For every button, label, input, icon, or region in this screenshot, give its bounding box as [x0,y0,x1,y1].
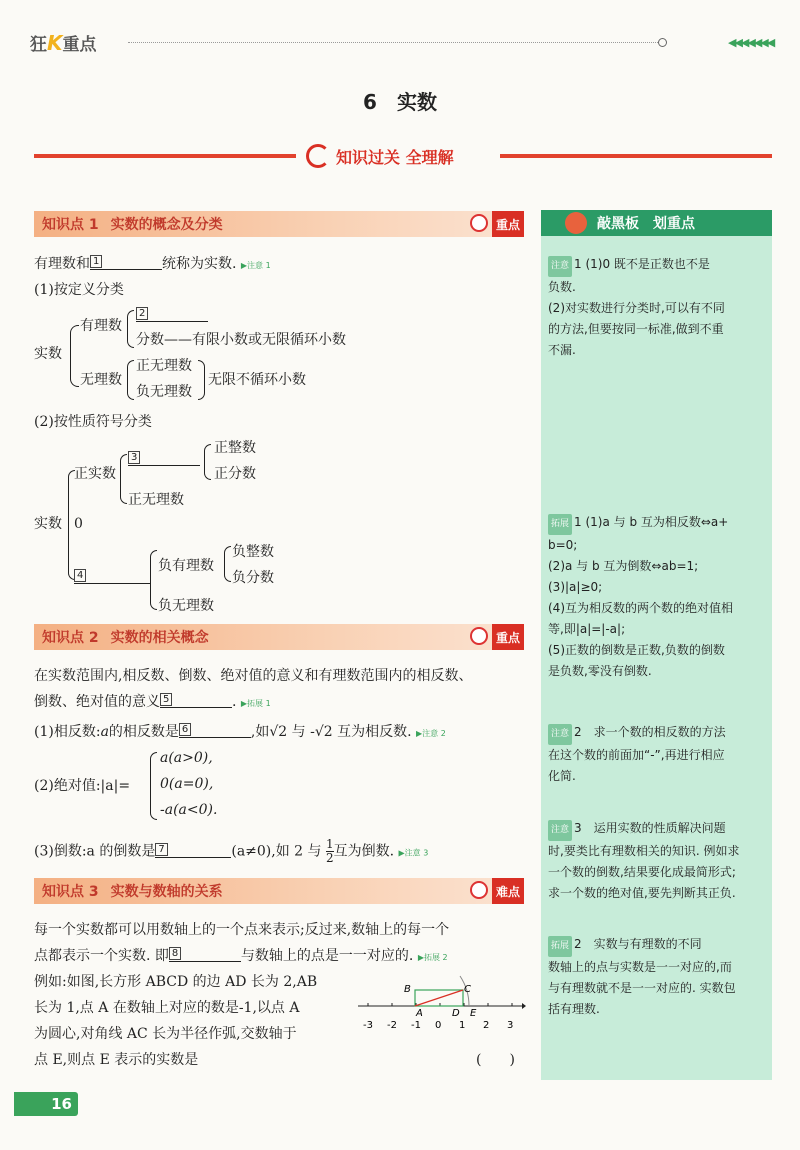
number-line-figure [356,972,526,1034]
sidebar-tag: 注意 [548,820,572,841]
axis-tick-label: 1 [459,1020,466,1031]
kp1-heading-2: (2)按性质符号分类 [34,414,152,430]
sidebar-line: (4)互为相反数的两个数的绝对值相 [548,601,733,615]
section-banner: 知识过关 全理解 [300,144,460,168]
tree1-rational: 有理数 [80,318,122,334]
sidebar-line: 化简. [548,769,576,783]
kp-tag: 重点 [492,211,524,237]
sidebar-tag: 注意 [548,724,572,745]
sidebar-line: 的方法,但要按同一标准,做到不重 [548,322,724,336]
tree1-neg-irrational: 负无理数 [136,384,192,400]
tree2-neg-rational: 负有理数 [158,558,214,574]
note-link[interactable]: ▶注意 3 [398,848,429,858]
kp-number: 知识点 1 [42,217,99,233]
kp3-para-1: 每一个实数都可以用数轴上的一个点来表示;反过来,数轴上的每一个 [34,922,450,938]
sidebar-line: (5)正数的倒数是正数,负数的倒数 [548,643,725,657]
brace [127,310,134,348]
fig-label-D: D [452,1008,460,1019]
example-line-4: 点 E,则点 E 表示的实数是 [34,1052,199,1068]
sidebar-line: (3)|a|≥0; [548,580,603,594]
sidebar-line: 不漏. [548,343,576,357]
sidebar-line: 数轴上的点与实数是一一对应的,而 [548,960,732,974]
knowledge-point-3-header: 知识点 3 实数与数轴的关系 难点 [34,878,524,904]
note-link[interactable]: ▶拓展 2 [417,953,448,962]
target-icon [470,627,488,645]
blank-1[interactable]: 1 [90,253,162,270]
brace [198,360,205,400]
header-arrows-icon: ◀◀◀◀◀◀◀ [728,36,774,49]
sidebar-tag: 拓展 [548,936,572,957]
abs-case-1: a(a>0), [160,750,213,766]
fig-label-C: C [464,984,471,995]
tree2-zero: 0 [74,516,83,532]
sidebar-tag: 拓展 [548,514,572,535]
sidebar-line: 等,即|a|=|-a|; [548,622,626,636]
sidebar-block-2 [548,512,768,682]
tree1-pos-irrational: 正无理数 [136,358,192,374]
sidebar-line: 时,要类比有理数相关的知识. 例如求 [548,844,740,858]
knowledge-point-2-header: 知识点 2 实数的相关概念 重点 [34,624,524,650]
tree1-nonrepeating: 无限不循环小数 [208,372,306,388]
kp2-para-1: 在实数范围内,相反数、倒数、绝对值的意义和有理数范围内的相反数、 [34,668,473,684]
sidebar-line: 在这个数的前面加“-”,再进行相应 [548,748,725,762]
tree2-neg-int: 负整数 [232,544,274,560]
sidebar-line: (2)对实数进行分类时,可以有不同 [548,301,725,315]
sidebar-block-3 [548,722,768,787]
logo: 狂K重点 [30,31,97,55]
brace [150,752,157,820]
axis-tick-label: -3 [363,1020,373,1031]
abs-case-3: -a(a<0). [160,802,218,818]
kp2-para-2: 倒数、绝对值的意义 5 . ▶拓展 1 [34,690,271,716]
note-link[interactable]: ▶注意 1 [240,261,271,270]
kp1-heading-1: (1)按定义分类 [34,282,124,298]
tree2-pos-frac: 正分数 [214,466,256,482]
sidebar-line: 与有理数就不是一一对应的. 实数包 [548,981,736,995]
sidebar-block-4 [548,818,768,904]
banner-line-right [500,154,772,158]
sidebar-tag: 注意 [548,256,572,277]
sidebar-line: 拓展 1 (1)a 与 b 互为相反数⇔a+ [548,512,768,535]
example-line-1: 例如:如图,长方形 ABCD 的边 AD 长为 2,AB [34,974,318,990]
axis-tick-label: -2 [387,1020,397,1031]
axis-tick-label: 0 [435,1020,442,1031]
page-title: 6 实数 [363,90,437,114]
tree1-blank-2[interactable]: 2 [136,304,208,328]
target-icon [470,881,488,899]
kp2-reciprocal: (3)倒数:a 的倒数是 7 (a≠0),如 2 与 $\frac{1}{2}$ 互为倒数. ▶注意 3 [34,837,429,865]
example-line-3: 为圆心,对角线 AC 长为半径作弧,交数轴于 [34,1026,297,1042]
fig-label-A: A [416,1008,423,1019]
fig-label-B: B [404,984,411,995]
sidebar-block-5 [548,934,768,1020]
sidebar-line: (2)a 与 b 互为倒数⇔ab=1; [548,559,699,573]
tree2-root: 实数 [34,516,62,532]
sidebar-line: b=0; [548,538,578,552]
note-link[interactable]: ▶注意 2 [416,729,446,738]
swirl-icon [306,144,330,168]
axis-tick-label: 3 [507,1020,514,1031]
target-icon [470,214,488,232]
sidebar-line: 括有理数. [548,1002,600,1016]
sidebar-line: 注意 2 求一个数的相反数的方法 [548,722,768,745]
sidebar-line: 求一个数的绝对值,要先判断其正负. [548,886,736,900]
kp1-line1: 有理数和 1 统称为实数. ▶注意 1 [34,252,271,278]
sidebar-line: 负数. [548,280,576,294]
tree2-blank-4[interactable]: 4 [74,566,150,590]
sidebar-line: 拓展 2 实数与有理数的不同 [548,934,768,957]
answer-paren[interactable]: ( ) [476,1052,515,1068]
banner-line-left [34,154,296,158]
tree2-neg-frac: 负分数 [232,570,274,586]
sidebar-line: 注意 3 运用实数的性质解决问题 [548,818,768,841]
tree2-pos-int: 正整数 [214,440,256,456]
abs-case-2: 0(a=0), [160,776,214,792]
sidebar-line: 注意 1 (1)0 既不是正数也不是 [548,254,768,277]
header-circle-icon [658,38,667,47]
axis-tick-label: 2 [483,1020,490,1031]
fig-label-E: E [470,1008,477,1019]
brace [150,550,157,610]
kp2-abs: (2)绝对值:|a|= [34,778,131,794]
kp2-opposite: (1)相反数:a的相反数是 6 ,如√2 与 -√2 互为相反数. ▶注意 2 [34,720,446,746]
header-dotted-line [128,42,658,43]
brace [204,444,211,480]
sidebar-block-1 [548,254,768,361]
note-link[interactable]: ▶拓展 1 [240,699,271,708]
tree2-pos-real: 正实数 [74,466,116,482]
sidebar-header: 敲黑板 划重点 [541,210,772,236]
kp-title: 实数的概念及分类 [110,217,223,233]
kp3-para-2: 点都表示一个实数. 即 8 与数轴上的点是一一对应的. ▶拓展 2 [34,944,448,970]
sidebar-line: 一个数的倒数,结果要化成最简形式; [548,865,736,879]
knowledge-point-1-header [34,211,524,237]
tree1-root: 实数 [34,346,62,362]
tree1-irrational: 无理数 [80,372,122,388]
tree2-blank-3[interactable]: 3 [128,448,200,472]
tree1-fraction: 分数——有限小数或无限循环小数 [136,332,346,348]
brace [224,546,231,582]
brace [70,325,79,387]
page-number: 16 [14,1092,78,1116]
brace [127,360,134,400]
teacher-icon [565,212,587,234]
sidebar-line: 是负数,零没有倒数. [548,664,652,678]
axis-tick-label: -1 [411,1020,421,1031]
example-line-2: 长为 1,点 A 在数轴上对应的数是-1,以点 A [34,1000,300,1016]
tree2-pos-irrational: 正无理数 [128,492,184,508]
tree2-neg-irrational: 负无理数 [158,598,214,614]
brace [120,454,127,504]
